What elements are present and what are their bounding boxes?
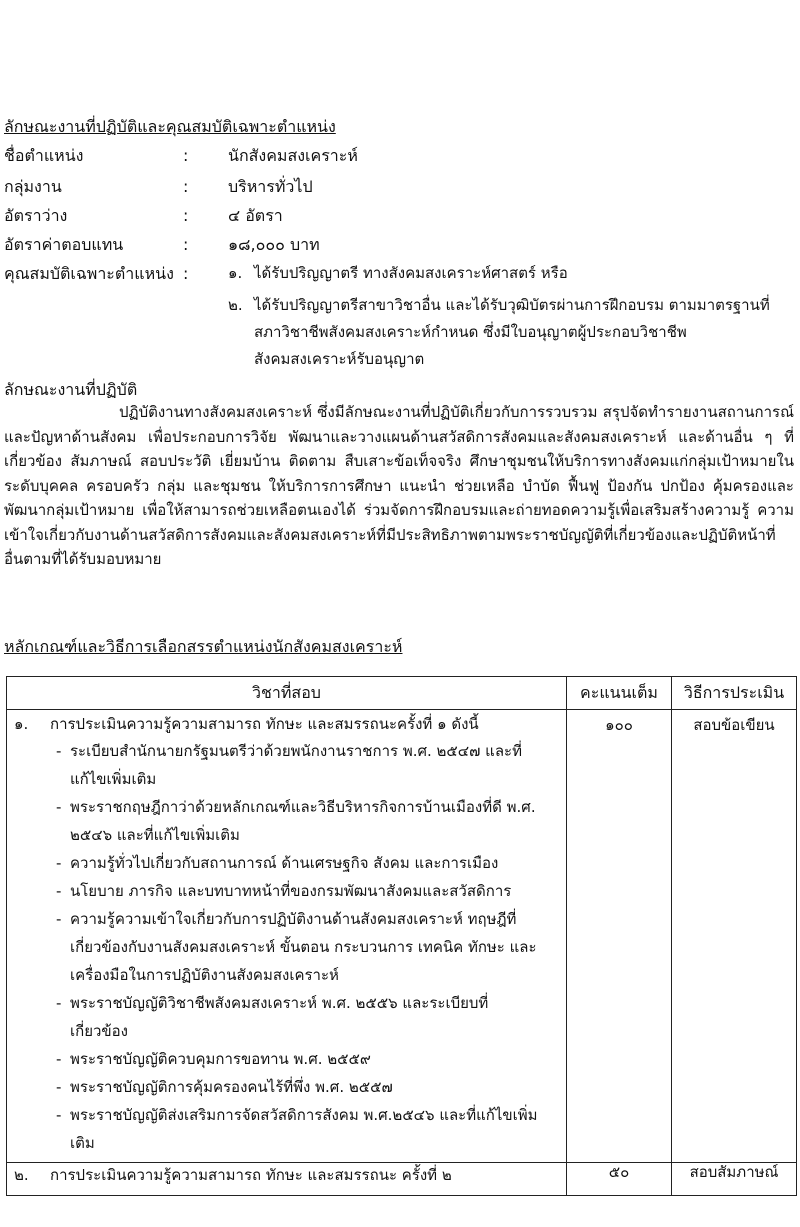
column-header-score: คะแนนเต็ม [567,677,672,710]
list-item: - ความรู้ความเข้าใจเกี่ยวกับการปฏิบัติงานด้านสังคมสงเคราะห์ ทฤษฎีที่เกี่ยวข้องกับงานสังคมสงเคราะห์ ขั้นตอน กระบวนการ เทคนิค ทักษะ และเครื่องมือในการปฏิบัติงานสังคมสงเคราะห์ [56,910,537,984]
qualification-text: ได้รับปริญญาตรี ทางสังคมสงเคราะห์ศาสตร์ หรือ [254,264,568,282]
criterion-number: ๑. [14,715,29,733]
field-label-salary: อัตราค่าตอบแทน [4,235,124,254]
criterion-number: ๒. [14,1166,29,1184]
field-label-position-name: ชื่อตำแหน่ง [4,146,84,165]
field-value-vacancies: ๔ อัตรา [228,206,283,225]
list-item: - นโยบาย ภารกิจ และบทบาทหน้าที่ของกรมพัฒนาสังคมและสวัสดิการ [56,882,512,900]
exam-topic-list [8,737,565,1161]
field-colon: : [183,177,189,196]
field-colon: : [183,206,189,225]
method-cell: สอบข้อเขียน [672,710,797,1163]
list-item: - พระราชบัญญัติส่งเสริมการจัดสวัสดิการสังคม พ.ศ.๒๕๔๖ และที่แก้ไขเพิ่มเติม [56,1106,538,1152]
criterion-subject: การประเมินความรู้ความสามารถ ทักษะ และสมรรถนะครั้งที่ ๑ ดังนี้ [50,715,479,733]
column-header-method: วิธีการประเมิน [672,677,797,710]
section-title-position: ลักษณะงานที่ปฏิบัติและคุณสมบัติเฉพาะตำแหน่ง [4,117,336,136]
field-colon: : [183,264,189,283]
subject-cell [7,710,567,1163]
column-header-subject: วิชาที่สอบ [7,677,567,710]
criterion-subject: การประเมินความรู้ความสามารถ ทักษะ และสมรรถนะ ครั้งที่ ๒ [50,1166,452,1184]
qualification-number: ๒. [228,296,243,314]
qualification-number: ๑. [228,264,243,282]
criteria-table [6,676,797,1196]
qualification-item [228,292,788,373]
field-value-work-group: บริหารทั่วไป [228,177,313,196]
field-colon: : [183,235,189,254]
job-description-heading: ลักษณะงานที่ปฏิบัติ [4,380,138,399]
list-item: - พระราชกฤษฎีกาว่าด้วยหลักเกณฑ์และวิธีบริหารกิจการบ้านเมืองที่ดี พ.ศ. ๒๕๔๖ และที่แก้ไขเพิ่มเติม [56,798,536,844]
score-cell: ๕๐ [567,1163,672,1196]
field-value-salary: ๑๘,๐๐๐ บาท [228,235,320,254]
field-label-qualifications: คุณสมบัติเฉพาะตำแหน่ง [4,264,174,283]
table-row [7,710,797,1163]
method-cell: สอบสัมภาษณ์ [672,1163,797,1196]
section-title-selection: หลักเกณฑ์และวิธีการเลือกสรรตำแหน่งนักสังคมสงเคราะห์ [4,637,403,656]
qualification-item [228,260,788,287]
list-item: - พระราชบัญญัติวิชาชีพสังคมสงเคราะห์ พ.ศ. ๒๕๕๖ และระเบียบที่เกี่ยวข้อง [56,994,489,1040]
subject-cell [7,1163,567,1196]
list-item: - พระราชบัญญัติการคุ้มครองคนไร้ที่พึ่ง พ.ศ. ๒๕๕๗ [56,1078,393,1096]
list-item: - ระเบียบสำนักนายกรัฐมนตรีว่าด้วยพนักงานราชการ พ.ศ. ๒๕๔๗ และที่แก้ไขเพิ่มเติม [56,742,522,788]
score-cell: ๑๐๐ [567,710,672,1163]
field-label-vacancies: อัตราว่าง [4,206,68,225]
list-item: - ความรู้ทั่วไปเกี่ยวกับสถานการณ์ ด้านเศรษฐกิจ สังคม และการเมือง [56,854,499,872]
field-value-position-name: นักสังคมสงเคราะห์ [228,146,358,165]
field-colon: : [183,146,189,165]
list-item: - พระราชบัญญัติควบคุมการขอทาน พ.ศ. ๒๕๕๙ [56,1050,371,1068]
qualification-text: ได้รับปริญญาตรีสาขาวิชาอื่น และได้รับวุฒิบัตรผ่านการฝึกอบรม ตามมาตรฐานที่สภาวิชาชีพสังคมสงเคราะห์กำหนด ซึ่งมีใบอนุญาตผู้ประกอบวิชาชีพสังคมสงเคราะห์รับอนุญาต [254,296,770,368]
table-row [7,1163,797,1196]
field-label-work-group: กลุ่มงาน [4,177,62,196]
table-header-row [7,677,797,710]
job-description-text: ปฏิบัติงานทางสังคมสงเคราะห์ ซึ่งมีลักษณะงานที่ปฏิบัติเกี่ยวกับการรวบรวม สรุปจัดทำรายงานสถานการณ์และปัญหาด้านสังคม เพื่อประกอบการวิจัย พัฒนาและวางแผนด้านสวัสดิการสังคมและสังคมสงเคราะห์ และด้านอื่น ๆ ที่เกี่ยวข้อง สัมภาษณ์ สอบประวัติ เยี่ยมบ้าน ติดตาม สืบเสาะข้อเท็จจริง ศึกษาชุมชนให้บริการทางสังคมแก่กลุ่มเป้าหมายในระดับบุคคล ครอบครัว กลุ่ม และชุมชน ให้บริการการศึกษา แนะนำ ช่วยเหลือ บำบัด ฟื้นฟู ป้องกัน ปกป้อง คุ้มครองและพัฒนากลุ่มเป้าหมาย เพื่อให้สามารถช่วยเหลือตนเองได้ ร่วมจัดการฝึกอบรมและถ่ายทอดความรู้เพื่อเสริมสร้างความรู้ ความเข้าใจเกี่ยวกับงานด้านสวัสดิการสังคมและสังคมสงเคราะห์ที่มีประสิทธิภาพตามพระราชบัญญัติที่เกี่ยวข้องและปฏิบัติหน้าที่อื่นตามที่ได้รับมอบหมาย [4,403,794,568]
